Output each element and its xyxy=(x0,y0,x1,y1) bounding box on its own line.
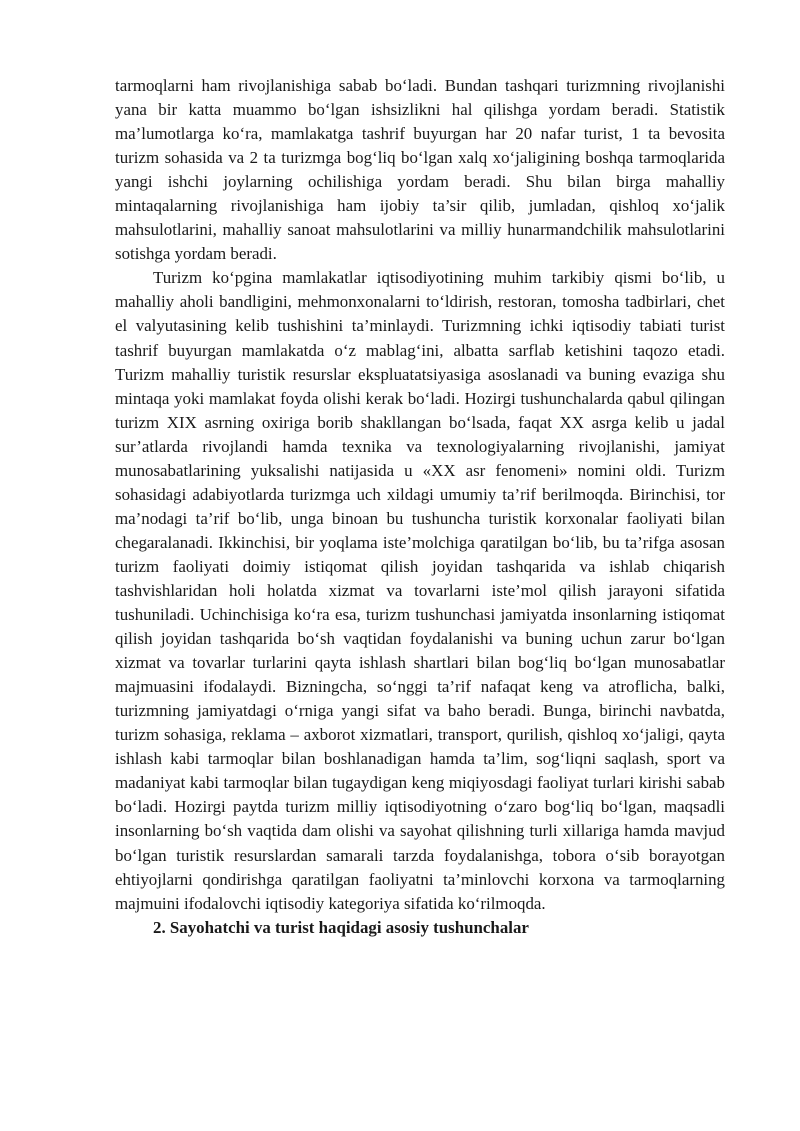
body-paragraph-continued: tarmoqlarni ham rivojlanishiga sabab bo‘ladi. Bundan tashqari turizmning rivojlanishi yana bir katta muammo bo‘lgan ishsizlikni hal qilishga yordam beradi. Statistik ma’lumotlarga ko‘ra, mamlakatga tashrif buyurgan har 20 nafar turist, 1 ta bevosita turizm sohasida va 2 ta turizmga bog‘liq bo‘lgan xalq xo‘jaligining boshqa tarmoqlarida yangi ishchi joylarning ochilishiga yordam beradi. Shu bilan birga mahalliy mintaqalarning rivojlanishiga ham ijobiy ta’sir qilib, jumladan, qishloq xo‘jalik mahsulotlarini, mahalliy sanoat mahsulotlarini va milliy hunarmandchilik mahsulotlarini sotishga yordam beradi. xyxy=(115,76,725,264)
document-page xyxy=(115,74,725,940)
body-paragraph-tourism: Turizm ko‘pgina mamlakatlar iqtisodiyotining muhim tarkibiy qismi bo‘lib, u mahalliy aholi bandligini, mehmonxonalarni to‘ldirish, restoran, tomosha tadbirlari, chet el valyutasining kelib tushishini ta’minlaydi. Turizmning ichki iqtisodiy tabiati turist tashrif buyurgan mamlakatda o‘z mablag‘ini, albatta sarflab ketishini taqozo etadi. Turizm mahalliy turistik resurslar ekspluatatsiyasiga asoslanadi va buning evaziga shu mintaqa yoki mamlakat foyda olishi kerak bo‘ladi. Hozirgi tushunchalarda qabul qilingan turizm XIX asrning oxiriga borib shakllangan bo‘lsada, faqat XX asrga kelib u jadal sur’atlarda rivojlandi hamda texnika va texnologiyalarning rivojlanishi, jamiyat munosabatlarining yuksalishi natijasida u «XX asr fenomeni» nomini oldi. Turizm sohasidagi adabiyotlarda turizmga uch xildagi umumiy ta’rif berilmoqda. Birinchisi, tor ma’nodagi ta’rif bo‘lib, unga binoan bu tushuncha turistik korxonalar faoliyati bilan chegaralanadi. Ikkinchisi, bir yoqlama iste’molchiga qaratilgan bo‘lib, bu ta’rifga asosan turizm faoliyati doimiy istiqomat qilish joyidan tashqarida va ishlab chiqarish tashvishlaridan holi holatda xizmat va tovarlarni iste’mol qilish jarayoni sifatida tushuniladi. Uchinchisiga ko‘ra esa, turizm tushunchasi jamiyatda insonlarning istiqomat qilish joyidan tashqarida bo‘sh vaqtidan foydalanishi va buning uchun zarur bo‘lgan xizmat va tovarlar turlarini qayta ishlash shartlari bilan bog‘liq bo‘lgan munosabatlar majmuasini ifodalaydi. Bizningcha, so‘nggi ta’rif nafaqat keng va atroflicha, balki, turizmning jamiyatdagi o‘rniga yangi sifat va baho beradi. Bunga, birinchi navbatda, turizm sohasiga, reklama – axborot xizmatlari, transport, qurilish, qishloq xo‘jaligi, qayta ishlash kabi tarmoqlar bilan boshlanadigan hamda ta’lim, sog‘liqni saqlash, sport va madaniyat kabi tarmoqlar bilan tugaydigan keng miqiyosdagi faoliyat turlari kirishi sabab bo‘ladi. Hozirgi paytda turizm milliy iqtisodiyotning o‘zaro bog‘liq bo‘lgan, maqsadli insonlarning bo‘sh vaqtida dam olishi va sayohat qilishning turli xillariga hamda mavjud bo‘lgan turistik resurslardan samarali tarzda foydalanishga, tobora o‘sib borayotgan ehtiyojlarni qondirishga qaratilgan faoliyatni ta’minlovchi korxona va tarmoqlarning majmuini ifodalovchi iqtisodiy kategoriya sifatida ko‘rilmoqda. xyxy=(115,268,725,913)
section-heading: 2. Sayohatchi va turist haqidagi asosiy tushunchalar xyxy=(153,917,529,937)
